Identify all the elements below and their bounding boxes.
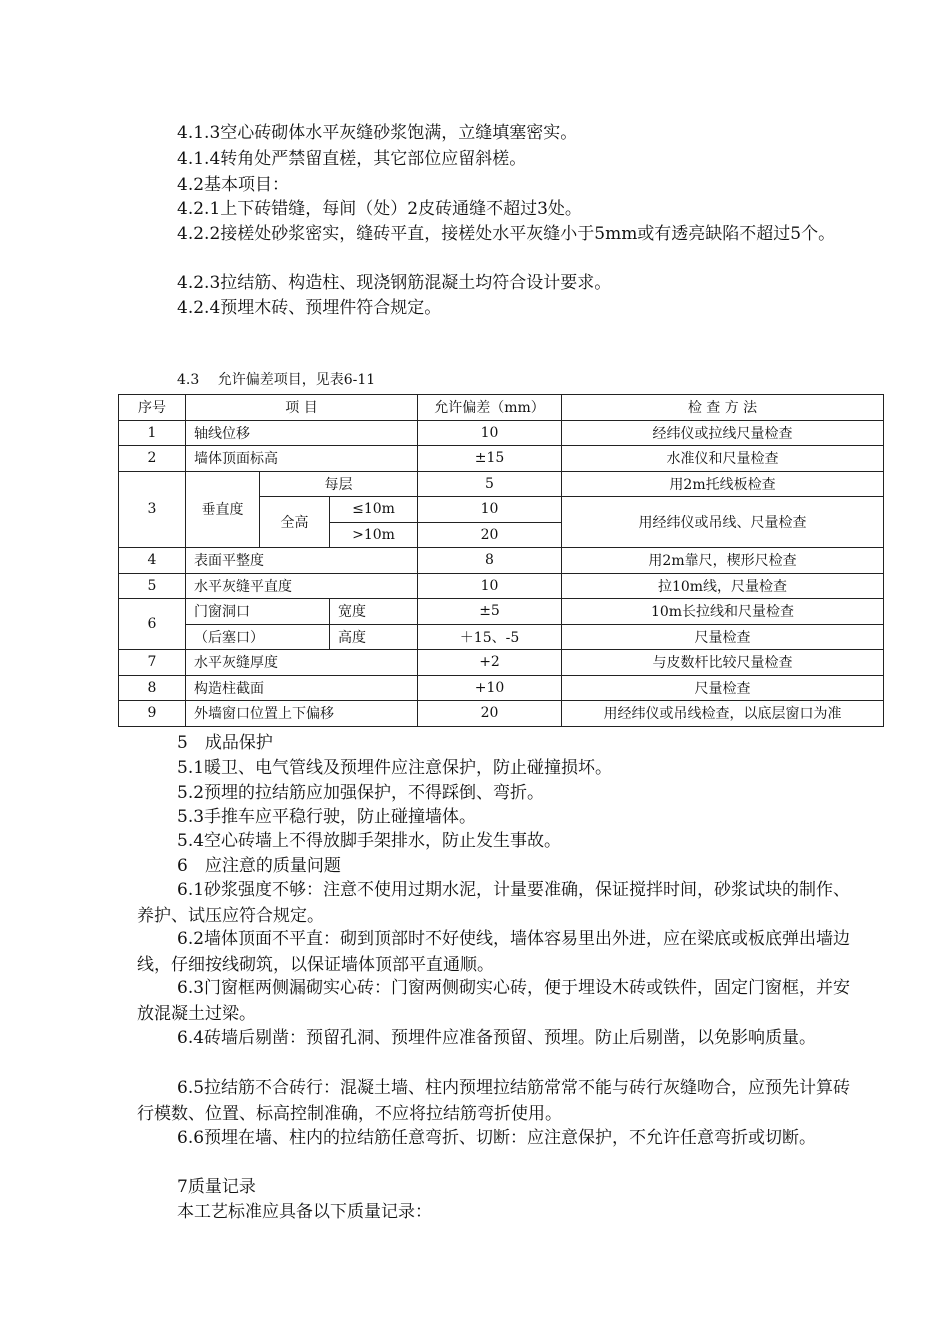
- row-tolerance: +10: [418, 675, 562, 701]
- row-no: 9: [119, 701, 186, 727]
- row-no: 3: [119, 471, 186, 548]
- row-no: 4: [119, 548, 186, 574]
- paragraph: 5.1暖卫、电气管线及预埋件应注意保护，防止碰撞损坏。: [177, 758, 613, 778]
- row-no: 2: [119, 446, 186, 472]
- table-row: [119, 446, 884, 472]
- row-method: 用2m靠尺，楔形尺检查: [562, 548, 884, 574]
- paragraph: 5.2预埋的拉结筋应加强保护，不得踩倒、弯折。: [177, 783, 545, 803]
- table-row: [119, 650, 884, 676]
- table-row: [119, 573, 884, 599]
- row-tolerance: ±15: [418, 446, 562, 472]
- paragraph: 4.2.1上下砖错缝，每间（处）2皮砖通缝不超过3处。: [177, 199, 582, 219]
- paragraph: 本工艺标准应具备以下质量记录：: [177, 1202, 432, 1222]
- row-tolerance: +2: [418, 650, 562, 676]
- row-item: 水平灰缝厚度: [186, 650, 418, 676]
- header-method: 检 查 方 法: [562, 395, 884, 421]
- table-row: [119, 599, 884, 625]
- paragraph: 4.2.2接槎处砂浆密实，缝砖平直，接槎处水平灰缝小于5mm或有透亮缺陷不超过5个。: [177, 224, 836, 244]
- row-subitem: 每层: [260, 471, 418, 497]
- row-tolerance: 20: [418, 522, 562, 548]
- row-tolerance: 20: [418, 701, 562, 727]
- paragraph: 5.3手推车应平稳行驶，防止碰撞墙体。: [177, 807, 477, 827]
- paragraph: 6.3门窗框两侧漏砌实心砖：门窗两侧砌实心砖，便于埋设木砖或铁件，固定门窗框，并安放混凝土过梁。: [137, 978, 851, 1024]
- row-subitem: ≤10m: [330, 497, 418, 523]
- row-method: 尺量检查: [562, 624, 884, 650]
- table-row: [119, 420, 884, 446]
- table-header-row: [119, 395, 884, 421]
- header-no: 序号: [119, 395, 186, 421]
- paragraph: 6.2墙体顶面不平直：砌到顶部时不好使线，墙体容易里出外进，应在梁底或板底弹出墙边线，仔细按线砌筑，以保证墙体顶部平直通顺。: [137, 929, 851, 975]
- row-method: 10m长拉线和尺量检查: [562, 599, 884, 625]
- section-heading: 6 应注意的质量问题: [177, 856, 341, 876]
- row-item: 表面平整度: [186, 548, 418, 574]
- table-caption: 4.3 允许偏差项目，见表6-11: [177, 372, 376, 388]
- row-item: 构造柱截面: [186, 675, 418, 701]
- row-no: 1: [119, 420, 186, 446]
- row-no: 7: [119, 650, 186, 676]
- row-method: 用2m托线板检查: [562, 471, 884, 497]
- row-item: 门窗洞口: [186, 599, 330, 625]
- row-no: 5: [119, 573, 186, 599]
- tolerance-table: [118, 394, 884, 727]
- table-row: [119, 624, 884, 650]
- row-method: 与皮数杆比较尺量检查: [562, 650, 884, 676]
- row-item: 水平灰缝平直度: [186, 573, 418, 599]
- row-tolerance: ＋15、-5: [418, 624, 562, 650]
- paragraph: 4.1.3空心砖砌体水平灰缝砂浆饱满，立缝填塞密实。: [177, 123, 578, 143]
- row-tolerance: 8: [418, 548, 562, 574]
- section-heading: 5 成品保护: [177, 733, 273, 753]
- paragraph: 4.1.4转角处严禁留直槎，其它部位应留斜槎。: [177, 149, 527, 169]
- row-subitem: 全高: [260, 497, 330, 548]
- row-method: 水准仪和尺量检查: [562, 446, 884, 472]
- paragraph: 6.4砖墙后剔凿：预留孔洞、预埋件应准备预留、预埋。防止后剔凿，以免影响质量。: [177, 1028, 817, 1048]
- row-subitem: 高度: [330, 624, 418, 650]
- row-tolerance: ±5: [418, 599, 562, 625]
- row-method: 用经纬仪或吊线检查，以底层窗口为准: [562, 701, 884, 727]
- row-tolerance: 10: [418, 420, 562, 446]
- table-row: [119, 471, 884, 497]
- paragraph: 6.5拉结筋不合砖行：混凝土墙、柱内预埋拉结筋常常不能与砖行灰缝吻合，应预先计算砖行模数、位置、标高控制准确，不应将拉结筋弯折使用。: [137, 1078, 851, 1124]
- row-subitem: 宽度: [330, 599, 418, 625]
- paragraph: 4.2.4预埋木砖、预埋件符合规定。: [177, 298, 442, 318]
- row-method: 尺量检查: [562, 675, 884, 701]
- row-item: （后塞口）: [186, 624, 330, 650]
- row-item: 轴线位移: [186, 420, 418, 446]
- row-method: 拉10m线，尺量检查: [562, 573, 884, 599]
- row-no: 8: [119, 675, 186, 701]
- row-tolerance: 10: [418, 573, 562, 599]
- paragraph: 6.1砂浆强度不够：注意不使用过期水泥，计量要准确，保证搅拌时间，砂浆试块的制作、养护、试压应符合规定。: [137, 880, 851, 926]
- row-method: 经纬仪或拉线尺量检查: [562, 420, 884, 446]
- row-no: 6: [119, 599, 186, 650]
- row-item: 墙体顶面标高: [186, 446, 418, 472]
- row-item: 外墙窗口位置上下偏移: [186, 701, 418, 727]
- header-tolerance: 允许偏差（mm）: [418, 395, 562, 421]
- section-heading: 7质量记录: [177, 1177, 256, 1197]
- row-tolerance: 10: [418, 497, 562, 523]
- row-item: 垂直度: [186, 471, 260, 548]
- header-item: 项 目: [186, 395, 418, 421]
- table-row: [119, 701, 884, 727]
- paragraph: 6.6预埋在墙、柱内的拉结筋任意弯折、切断：应注意保护，不允许任意弯折或切断。: [177, 1128, 817, 1148]
- section-heading: 4.2基本项目：: [177, 175, 290, 195]
- paragraph: 5.4空心砖墙上不得放脚手架排水，防止发生事故。: [177, 831, 562, 851]
- paragraph: 4.2.3拉结筋、构造柱、现浇钢筋混凝土均符合设计要求。: [177, 273, 612, 293]
- row-tolerance: 5: [418, 471, 562, 497]
- row-method: 用经纬仪或吊线、尺量检查: [562, 497, 884, 548]
- row-subitem: >10m: [330, 522, 418, 548]
- table-row: [119, 548, 884, 574]
- table-row: [119, 675, 884, 701]
